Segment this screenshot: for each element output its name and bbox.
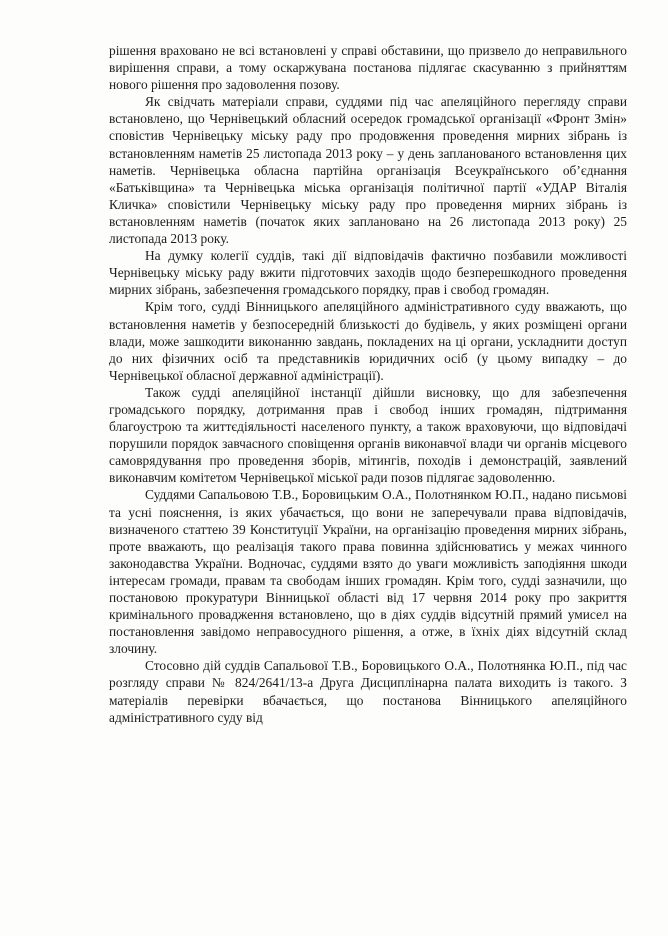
paragraph-appeal-conclusion: Також судді апеляційної інстанції дійшли висновку, що для забезпечення громадського порядку, дотримання прав і свобод інших громадян, підтримання благоустрою та життєдіяльності населеного пункту, а також враховуючи, що відповідачі порушили порядок завчасного сповіщення органів виконавчої влади чи органів місцевого самоврядування про проведення зборів, мітингів, походів і демонстрацій, заявлений виконавчим комітетом Чернівецької міської ради позов підлягає задоволенню. — [109, 384, 627, 486]
paragraph-chamber-assessment: Стосовно дій суддів Сапальової Т.В., Боровицького О.А., Полотнянка Ю.П., під час розгляду справи № 824/2641/13-а Друга Дисциплінарна палата виходить із такого. З матеріалів перевірки вбачається, що постанова Вінницького апеляційного адміністративного суду від — [109, 658, 627, 725]
paragraph-panel-opinion: На думку колегії суддів, такі дії відповідачів фактично позбавили можливості Чернівецьку міську раду вжити підготовчих заходів щодо безперешкодного проведення мирних зібрань, забезпечення громадського порядку, прав і свобод громадян. — [109, 248, 627, 298]
paragraph-tents-proximity: Крім того, судді Вінницького апеляційного адміністративного суду вважають, що встановлення наметів у безпосередній близькості до будівель, у яких розміщені органи влади, може зашкодити виконанню завдань, покладених на ці органи, ускладнити доступ до них фізичних осіб та представників юридичних осіб (у цьому випадку – до Чернівецької обласної державної адміністрації). — [109, 299, 627, 383]
paragraph-judges-explanations: Суддями Сапальовою Т.В., Боровицьким О.А., Полотнянком Ю.П., надано письмові та усні пояснення, із яких убачається, що вони не заперечували права відповідачів, визначеного статтею 39 Конституції України, на організацію проведення мирних зібрань, проте вважають, що реалізація такого права повинна здійснюватись у межах чинного законодавства України. Водночас, суддями взято до уваги можливість заподіяння шкоди інтересам громади, правам та свободам інших громадян. Крім того, судді зазначили, що постановою прокуратури Вінницької області від 17 червня 2014 року про закриття кримінального провадження встановлено, що в діях суддів відсутній прямий умисел на постановлення завідомо неправосудного рішення, а отже, в їхніх діях відсутній склад злочину. — [109, 487, 627, 657]
document-body — [109, 42, 627, 726]
paragraph-continuation: рішення враховано не всі встановлені у справі обставини, що призвело до неправильного вирішення справи, а тому оскаржувана постанова підлягає скасуванню з прийняттям нового рішення про задоволення позову. — [109, 43, 627, 93]
paragraph-case-materials: Як свідчать матеріали справи, суддями під час апеляційного перегляду справи встановлено, що Чернівецький обласний осередок громадської організації «Фронт Змін» сповістив Чернівецьку міську раду про продовження проведення мирних зібрань із встановленням наметів 25 листопада 2013 року – у день запланованого встановлення цих наметів. Чернівецька обласна партійна організація Всеукраїнського об’єднання «Батьківщина» та Чернівецька міська організація політичної партії «УДАР Віталія Кличка» сповістили Чернівецьку міську раду про проведення мирних зібрань із встановленням наметів (початок яких заплановано на 26 листопада 2013 року) 25 листопада 2013 року. — [109, 94, 627, 247]
